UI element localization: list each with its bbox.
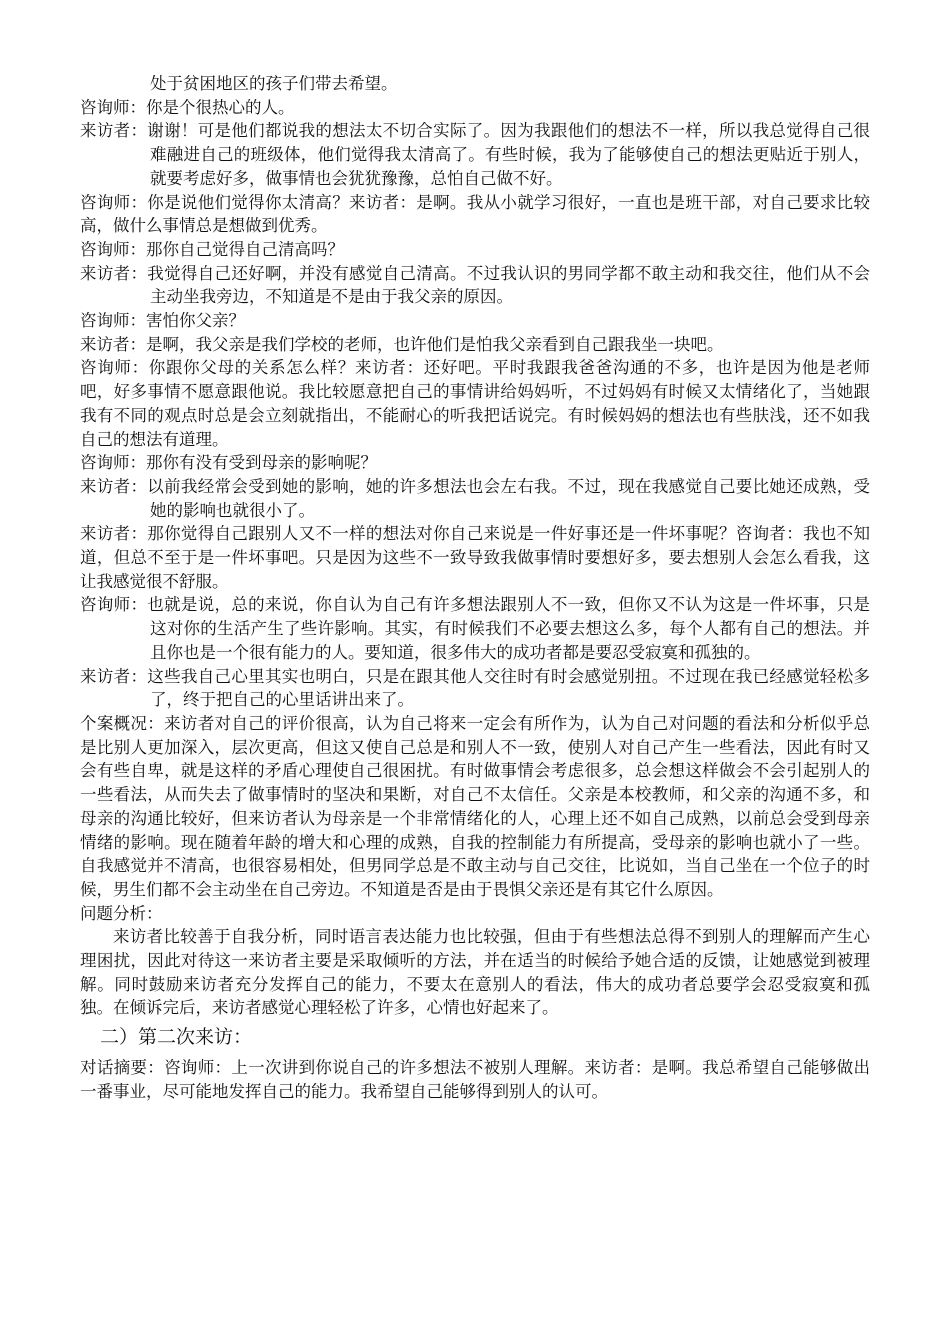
speaker-label: 来访者：	[80, 666, 148, 686]
dialogue-paragraph: 来访者：那你觉得自己跟别人又不一样的想法对你自己来说是一件好事还是一件坏事呢？咨询者：我也不知道，但总不至于是一件坏事吧。只是因为这些不一致导致我做事情时要想好多，要去想别人会怎么看我，这让我感觉很不舒服。	[80, 524, 870, 591]
dialogue-text: 你是个很热心的人。	[146, 97, 295, 117]
dialogue-line	[80, 333, 870, 357]
dialogue-line	[80, 665, 870, 712]
dialogue-text: 也就是说，总的来说，你自认为自己有许多想法跟别人不一致，但你又不认为这是一件坏事，只是这对你的生活产生了些许影响。其实，有时候我们不必要去想这么多，每个人都有自己的想法。并且你也是一个很有能力的人。要知道，很多伟大的成功者都是要忍受寂寞和孤独的。	[147, 595, 871, 662]
analysis-label: 问题分析：	[80, 903, 163, 923]
dialogue-line	[80, 119, 870, 190]
continued-line: 处于贫困地区的孩子们带去希望。	[150, 74, 398, 93]
dialogue-text: 是啊，我父亲是我们学校的老师，也许他们是怕我父亲看到自己跟我坐一块吧。	[146, 334, 724, 354]
speaker-label: 来访者：	[80, 263, 148, 283]
speaker-label: 咨询师：	[80, 239, 146, 259]
dialogue-text: 我觉得自己还好啊，并没有感觉自己清高。不过我认识的男同学都不敢主动和我交往，他们从不会主动坐我旁边，不知道是不是由于我父亲的原因。	[147, 263, 871, 307]
dialogue-paragraph: 咨询师：你跟你父母的关系怎么样？来访者：还好吧。平时我跟我爸爸沟通的不多，也许是因为他是老师吧，好多事情不愿意跟他说。我比较愿意把自己的事情讲给妈妈听，不过妈妈有时候又太情绪化了，当她跟我有不同的观点时总是会立刻就指出，不能耐心的听我把话说完。有时候妈妈的想法也有些肤浅，还不如我自己的想法有道理。	[80, 358, 870, 449]
dialogue-text: 害怕你父亲？	[146, 311, 245, 331]
dialogue-line	[80, 96, 870, 120]
dialogue-text: 谢谢！可是他们都说我的想法太不切合实际了。因为我跟他们的想法不一样，所以我总觉得自己很难融进自己的班级体，他们觉得我太清高了。有些时候，我为了能够使自己的想法更贴近于别人，就要考虑好多，做事情也会犹犹豫豫，总怕自己做不好。	[147, 121, 871, 188]
speaker-label: 咨询师：	[80, 97, 146, 117]
dialogue-line	[80, 475, 870, 522]
dialogue-summary: 对话摘要：咨询师：上一次讲到你说自己的许多想法不被别人理解。来访者：是啊。我总希望自己能够做出一番事业，尽可能地发挥自己的能力。我希望自己能够得到别人的认可。	[80, 1058, 870, 1101]
speaker-label: 来访者：	[80, 334, 146, 354]
dialogue-paragraph: 咨询师：你是说他们觉得你太清高？来访者：是啊。我从小就学习很好，一直也是班干部，对自己要求比较高，做什么事情总是想做到优秀。	[80, 192, 870, 236]
section-heading: 二）第二次来访：	[100, 1026, 253, 1049]
dialogue-line	[80, 451, 870, 475]
speaker-label: 咨询师：	[80, 453, 146, 473]
speaker-label: 咨询师：	[80, 311, 146, 331]
speaker-label: 咨询师：	[80, 595, 148, 615]
dialogue-text: 以前我经常会受到她的影响，她的许多想法也会左右我。不过，现在我感觉自己要比她还成熟，受她的影响也就很小了。	[147, 476, 871, 520]
dialogue-line	[80, 238, 870, 262]
speaker-label: 来访者：	[80, 476, 148, 496]
dialogue-line	[80, 262, 870, 309]
document-page	[80, 72, 870, 1104]
dialogue-line	[80, 309, 870, 333]
dialogue-text: 那你有没有受到母亲的影响呢？	[146, 453, 377, 473]
dialogue-line	[80, 593, 870, 664]
dialogue-text: 那你自己觉得自己清高吗？	[146, 239, 344, 259]
case-overview: 个案概况：来访者对自己的评价很高，认为自己将来一定会有所作为，认为自己对问题的看法和分析似乎总是比别人更加深入，层次更高，但这又使自己总是和别人不一致，使别人对自己产生一些看法，因此有时又会有些自卑，就是这样的矛盾心理使自己很困扰。有时做事情会考虑很多，总会想这样做会不会引起别人的一些看法，从而失去了做事情时的坚决和果断，对自己不太信任。父亲是本校教师，和父亲的沟通不多，和母亲的沟通比较好，但来访者认为母亲是一个非常情绪化的人，心理上还不如自己成熟，以前总会受到母亲情绪的影响。现在随着年龄的增大和心理的成熟，自我的控制能力有所提高，受母亲的影响也就小了一些。自我感觉并不清高，也很容易相处，但男同学总是不敢主动与自己交往，比说如，当自己坐在一个位子的时候，男生们都不会主动坐在自己旁边。不知道是否是由于畏惧父亲还是有其它什么原因。	[80, 713, 870, 899]
speaker-label: 来访者：	[80, 121, 148, 141]
dialogue-text: 这些我自己心里其实也明白，只是在跟其他人交往时有时会感觉别扭。不过现在我已经感觉轻松多了，终于把自己的心里话讲出来了。	[147, 666, 871, 710]
analysis-text: 来访者比较善于自我分析，同时语言表达能力也比较强，但由于有些想法总得不到别人的理解而产生心理困扰，因此对待这一来访者主要是采取倾听的方法，并在适当的时候给予她合适的反馈，让她感觉到被理解。同时鼓励来访者充分发挥自己的能力，不要太在意别人的看法，伟大的成功者总要学会忍受寂寞和孤独。在倾诉完后，来访者感觉心理轻松了许多，心情也好起来了。	[80, 927, 870, 1018]
